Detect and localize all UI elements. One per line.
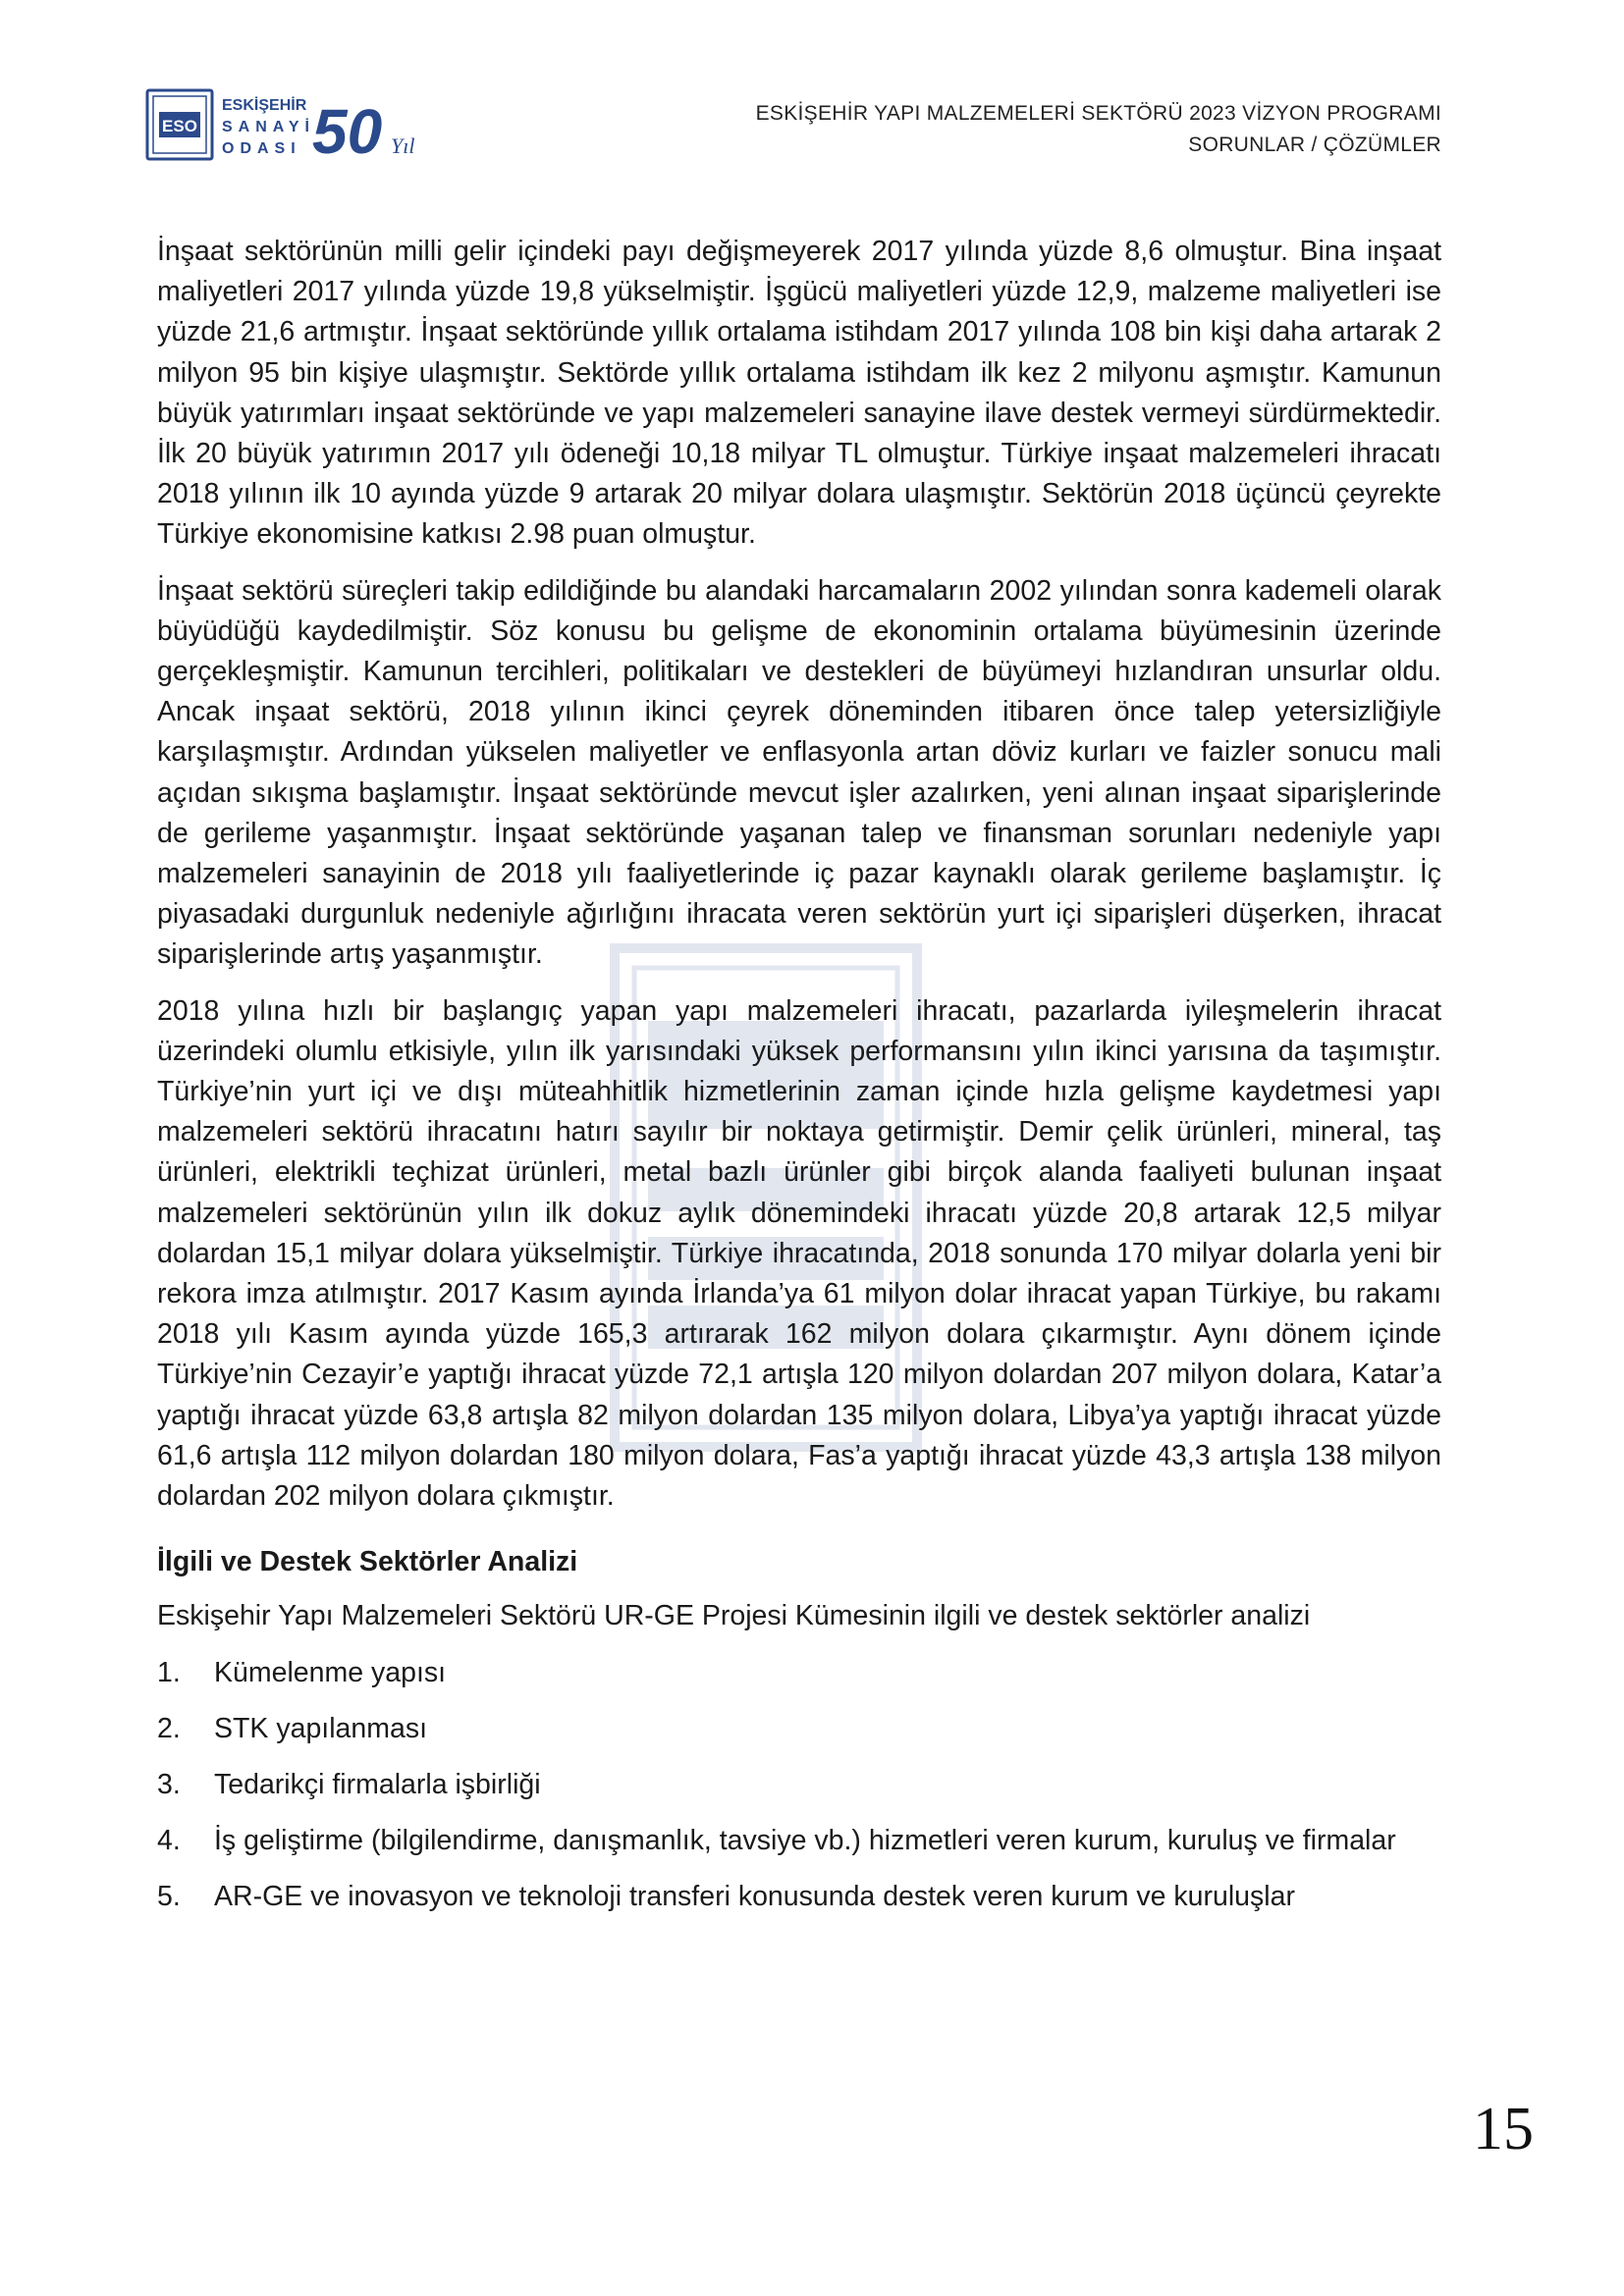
list-item	[157, 1877, 1441, 1917]
paragraph-1: İnşaat sektörünün milli gelir içindeki payı değişmeyerek 2017 yılında yüzde 8,6 olmuştur. Bina inşaat maliyetleri 2017 yılında yüzde 19,8 yükselmiştir. İşgücü maliyetleri yüzde 12,9, malzeme maliyetleri ise yüzde 21,6 artmıştır. İnşaat sektöründe yıllık ortalama istihdam 2017 yılında 108 bin kişi daha artarak 2 milyon 95 bin kişiye ulaşmıştır. Sektörde yıllık ortalama istihdam ilk kez 2 milyonu aşmıştır. Kamunun büyük yatırımları inşaat sektöründe ve yapı malzemeleri sanayine ilave destek vermeyi sürdürmektedir. İlk 20 büyük yatırımın 2017 yılı ödeneği 10,18 milyar TL olmuştur. Türkiye inşaat malzemeleri ihracatı 2018 yılının ilk 10 ayında yüzde 9 artarak 20 milyar dolara ulaşmıştır. Sektörün 2018 üçüncü çeyrekte Türkiye ekonomisine katkısı 2.98 puan olmuştur.	[157, 236, 1441, 551]
section-intro: Eskişehir Yapı Malzemeleri Sektörü UR-GE Projesi Kümesinin ilgili ve destek sektörler analizi	[157, 1600, 1311, 1632]
list-item-number: 4.	[157, 1825, 181, 1857]
list-item	[157, 1709, 1441, 1749]
list-item	[157, 1765, 1441, 1805]
support-sectors-list	[157, 1653, 1441, 1918]
logo-line-1: ESKİŞEHİR	[222, 97, 307, 114]
paragraph-3: 2018 yılına hızlı bir başlangıç yapan yapı malzemeleri ihracatı, pazarlarda iyileşmelerin ihracat üzerindeki olumlu etkisiyle, yılın ilk yarısındaki yüksek performansını yılın ikinci yarısına da taşımıştır. Türkiye’nin yurt içi ve dışı müteahhitlik hizmetlerinin zaman içinde hızla gelişme kaydetmesi yapı malzemeleri sektörü ihracatını hatırı sayılır bir noktaya getirmiştir. Demir çelik ürünleri, mineral, taş ürünleri, elektrikli teçhizat ürünleri, metal bazlı ürünler gibi birçok alanda faaliyeti bulunan inşaat malzemeleri sektörünün yılın ilk dokuz aylık dönemindeki ihracatı yüzde 20,8 artarak 12,5 milyar dolardan 15,1 milyar dolara yükselmiştir. Türkiye ihracatında, 2018 sonunda 170 milyar dolarla yeni bir rekora imza atılmıştır. 2017 Kasım ayında İrlanda’ya 61 milyon dolar ihracat yapan Türkiye, bu rakamı 2018 yılı Kasım ayında yüzde 165,3 artırarak 162 milyon dolara çıkarmıştır. Aynı dönem içinde Türkiye’nin Cezayir’e yaptığı ihracat yüzde 72,1 artışla 120 milyon dolardan 207 milyon dolara, Katar’a yaptığı ihracat yüzde 63,8 artışla 82 milyon dolardan 135 milyon dolara, Libya’ya yaptığı ihracat yüzde 61,6 artışla 112 milyon dolardan 180 milyon dolara, Fas’a yaptığı ihracat yüzde 43,3 artışla 138 milyon dolardan 202 milyon dolara çıkmıştır.	[157, 994, 1441, 1513]
list-item-number: 2.	[157, 1712, 181, 1744]
page-number: 15	[1473, 2096, 1534, 2163]
list-item-text: STK yapılanması	[214, 1712, 428, 1744]
list-item-number: 3.	[157, 1768, 181, 1800]
list-item-text: İş geliştirme (bilgilendirme, danışmanlık, tavsiye vb.) hizmetleri veren kurum, kuruluş ve firmalar	[214, 1825, 1396, 1857]
header-title	[756, 98, 1441, 161]
list-item-number: 1.	[157, 1656, 181, 1688]
list-item-text: AR-GE ve inovasyon ve teknoloji transferi konusunda destek veren kurum ve kuruluşlar	[214, 1881, 1295, 1913]
paragraph-2: İnşaat sektörü süreçleri takip edildiğinde bu alandaki harcamaların 2002 yılından sonra kademeli olarak büyüdüğü kaydedilmiştir. Söz konusu bu gelişme de ekonominin ortalama büyümesinin üzerinde gerçekleşmiştir. Kamunun tercihleri, politikaları ve destekleri de büyümeyi hızlandıran unsurlar oldu. Ancak inşaat sektörü, 2018 yılının ikinci çeyrek döneminden itibaren önce talep yetersizliğiyle karşılaşmıştır. Ardından yükselen maliyetler ve enflasyonla artan döviz kurları ve faizler sonucu mali açıdan sıkışma başlamıştır. İnşaat sektöründe mevcut işler azalırken, yeni alınan inşaat siparişlerinde de gerileme yaşanmıştır. İnşaat sektöründe yaşanan talep ve finansman sorunları nedeniyle yapı malzemeleri sanayinin de 2018 yılı faaliyetlerinde iç pazar kaynaklı olarak gerileme başlamıştır. İç piyasadaki durgunluk nedeniyle ağırlığını ihracata veren sektörün yurt içi siparişleri düşerken, ihracat siparişlerinde artış yaşanmıştır.	[157, 574, 1441, 971]
list-item-text: Kümelenme yapısı	[214, 1656, 447, 1688]
logo-line-3: ODASI	[222, 140, 301, 157]
section-heading: İlgili ve Destek Sektörler Analizi	[157, 1546, 578, 1578]
list-item	[157, 1821, 1441, 1861]
document-body	[157, 232, 1441, 1934]
list-item-text: Tedarikçi firmalarla işbirliği	[214, 1768, 541, 1800]
anniversary-word: Yıl	[391, 133, 415, 158]
list-item	[157, 1653, 1441, 1693]
header-title-line-2: SORUNLAR / ÇÖZÜMLER	[1188, 133, 1441, 156]
logo-line-2: SANAYİ	[222, 119, 315, 135]
eso-logo	[145, 84, 430, 167]
eso-badge-text: ESO	[162, 117, 197, 135]
anniversary-number: 50	[312, 96, 383, 167]
list-item-number: 5.	[157, 1881, 181, 1913]
page-header	[145, 84, 1441, 173]
header-title-line-1: ESKİŞEHİR YAPI MALZEMELERİ SEKTÖRÜ 2023 VİZYON PROGRAMI	[755, 102, 1441, 125]
